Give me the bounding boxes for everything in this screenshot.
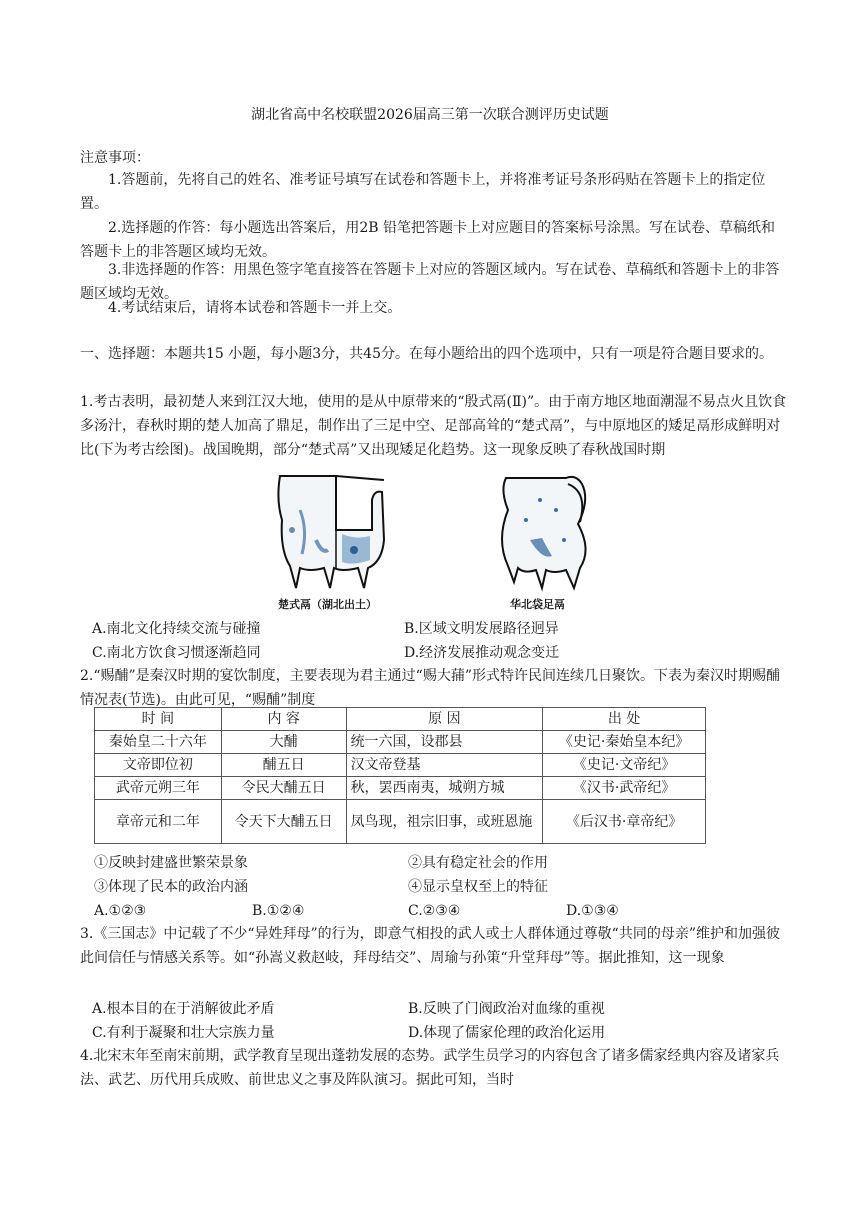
note-item: 4.考试结束后，请将本试卷和答题卡一并上交。 [108,300,402,316]
table-row [95,754,706,777]
q1-option-c[interactable]: C.南北方饮食习惯逐渐趋同 [92,645,261,661]
table-cell: 汉文帝登基 [346,754,543,777]
q2-option-b[interactable]: B.①②④ [252,903,305,919]
q2-option-c[interactable]: C.②③④ [408,903,461,919]
table-header-cell: 原 因 [346,708,543,731]
figure-caption-left: 楚式鬲（湖北出土） [278,598,377,611]
q1-option-d[interactable]: D.经济发展推动观念变迁 [404,645,560,661]
table-cell: 章帝元和二年 [95,800,222,844]
notes-heading: 注意事项： [80,150,150,166]
table-header-cell: 时 间 [95,708,222,731]
q2-item-3: ③体现了民本的政治内涵 [94,879,248,895]
huabei-li-vessel-image [496,470,596,594]
q2-item-1: ①反映封建盛世繁荣景象 [94,855,248,871]
table-header-row [95,708,706,731]
q3-option-a[interactable]: A.根本目的在于消解彼此矛盾 [92,1001,275,1017]
question-3-stem: 3.《三国志》中记载了不少“异姓拜母”的行为，即意气相投的武人或士人群体通过尊敬“共同的母亲”维护和加强彼此间信任与情感关系等。如“孙嵩义救赵岐，拜母结交”、周瑜与孙策“升堂拜母”等。据此推知，这一现象 [80,926,780,966]
table-cell: 《后汉书·章帝纪》 [543,800,706,844]
q3-option-d[interactable]: D.体现了儒家伦理的政治化运用 [408,1025,606,1041]
table-cell: 《史记·文帝纪》 [543,754,706,777]
q1-option-a[interactable]: A.南北文化持续交流与碰撞 [92,621,261,637]
table-cell: 《汉书·武帝纪》 [543,777,706,800]
table-cell: 秦始皇二十六年 [95,731,222,754]
table-header-cell: 内 容 [221,708,346,731]
table-cell: 令民大酺五日 [221,777,346,800]
q2-option-d[interactable]: D.①③④ [566,903,619,919]
table-row [95,777,706,800]
table-cell: 凤鸟现，祖宗旧事，或班恩施 [346,800,543,844]
q3-option-b[interactable]: B.反映了门阀政治对血缘的重视 [408,1001,605,1017]
table-row [95,800,706,844]
chu-li-vessel-image [272,470,396,594]
q1-option-b[interactable]: B.区域文明发展路径迥异 [404,621,559,637]
q2-option-a[interactable]: A.①②③ [94,903,147,919]
table-cell: 统一六国，设郡县 [346,731,543,754]
question-1-stem: 1.考古表明，最初楚人来到江汉大地，使用的是从中原带来的“殷式鬲(Ⅱ)”。由于南方地区地面潮湿不易点火且饮食多汤汁，春秋时期的楚人加高了鼎足，制作出了三足中空、足部高耸的“楚式鬲”，与中原地区的矮足鬲形成鲜明对比(下为考古绘图)。战国晚期，部分“楚式鬲”又出现矮足化趋势。这一现象反映了春秋战国时期 [80,394,787,458]
table-row [95,731,706,754]
figure-caption-right: 华北袋足鬲 [510,598,565,611]
table-cell: 武帝元朔三年 [95,777,222,800]
question-4-stem: 4.北宋末年至南宋前期，武学教育呈现出蓬勃发展的态势。武学生员学习的内容包含了诸多儒家经典内容及诸家兵法、武艺、历代用兵成败、前世忠义之事及阵队演习。据此可知，当时 [80,1048,780,1088]
section-heading: 一、选择题：本题共15 小题，每小题3分，共45分。在每小题给出的四个选项中，只有一项是符合题目要求的。 [80,346,773,362]
table-cell: 秋，罢西南夷，城朔方城 [346,777,543,800]
table-cell: 酺五日 [221,754,346,777]
q2-item-4: ④显示皇权至上的特征 [408,879,548,895]
table-cell: 令天下大酺五日 [221,800,346,844]
note-item: 1.答题前，先将自己的姓名、准考证号填写在试卷和答题卡上，并将准考证号条形码贴在答题卡上的指定位置。 [80,172,766,212]
q3-option-c[interactable]: C.有利于凝聚和壮大宗族力量 [92,1025,275,1041]
table-cell: 大酺 [221,731,346,754]
page-title: 湖北省高中名校联盟2026届高三第一次联合测评历史试题 [251,107,609,123]
table-header-cell: 出 处 [543,708,706,731]
table-cell: 《史记·秦始皇本纪》 [543,731,706,754]
note-item: 2.选择题的作答：每小题选出答案后，用2B 铅笔把答题卡上对应题目的答案标号涂黑。写在试卷、草稿纸和答题卡上的非答题区域均无效。 [80,220,776,260]
q2-item-2: ②具有稳定社会的作用 [408,855,548,871]
table-cell: 文帝即位初 [95,754,222,777]
note-item: 3.非选择题的作答：用黑色签字笔直接答在答题卡上对应的答题区域内。写在试卷、草稿纸和答题卡上的非答题区域均无效。 [80,262,780,302]
question-2-stem: 2.“赐酺”是秦汉时期的宴饮制度，主要表现为君主通过“赐大蒱”形式特许民间连续几日聚饮。下表为秦汉时期赐酺情况表(节选)。由此可见，“赐酺”制度 [80,668,780,708]
cifu-table [94,707,706,844]
